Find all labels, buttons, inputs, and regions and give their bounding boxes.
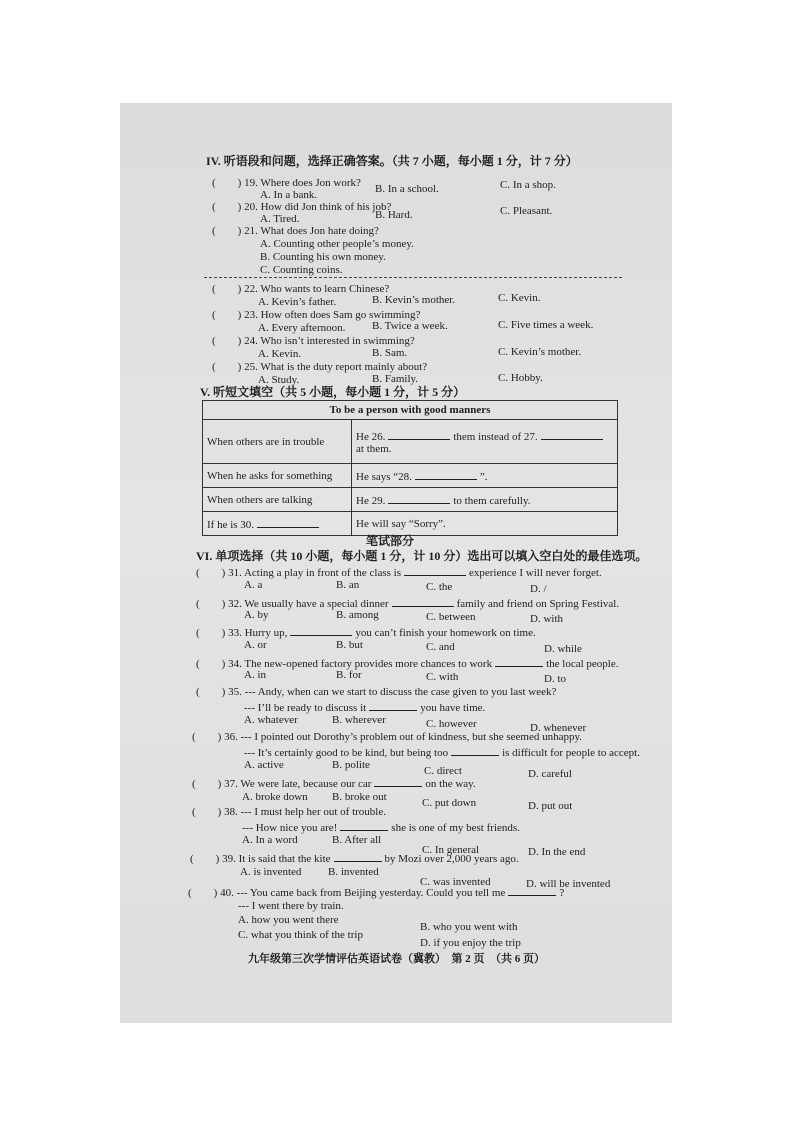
q39-stem: ( ) 39. It is said that the kite by Mozi over 2,000 years ago. [190,853,519,865]
blank-40[interactable] [508,885,556,896]
q34-option-a: A. in [244,669,266,681]
q37-option-b: B. broke out [332,791,387,803]
exam-content [120,103,672,1023]
q20-stem: ( ) 20. How did Jon think of his job? [212,201,392,213]
dashed-divider [204,277,622,278]
q32-option-b: B. among [336,609,379,621]
q22-option-a: A. Kevin’s father. [258,296,337,308]
q24-option-c: C. Kevin’s mother. [498,346,582,358]
q35-stem: ( ) 35. --- Andy, when can we start to discuss the case given to you last week? [196,686,557,698]
q37-option-d: D. put out [528,800,573,812]
table-r2-action [352,464,618,488]
q20-option-c: C. Pleasant. [500,205,553,217]
q32-stem: ( ) 32. We usually have a special dinner family and friend on Spring Festival. [196,598,620,610]
q24-option-a: A. Kevin. [258,348,302,360]
section-5-title: V. 听短文填空（共 5 小题，每小题 1 分，计 5 分） [200,385,466,399]
blank-38[interactable] [340,820,388,831]
q21-option-b: B. Counting his own money. [260,251,386,263]
q40-option-a: A. how you went there [238,914,339,926]
table-r3-situation: When others are talking [203,488,352,512]
table-r1-end: at them. [356,442,392,455]
q24-stem: ( ) 24. Who isn’t interested in swimming? [212,335,415,347]
page-footer: 九年级第三次学情评估英语试卷（冀教） 第 2 页 （共 6 页） [248,953,545,965]
q35-option-c: C. however [426,718,477,730]
q37-stem: ( ) 37. We were late, because our car on the way. [192,778,476,790]
table-r4-action: He will say “Sorry”. [352,512,618,536]
table-r1-action [352,420,618,464]
q38-option-d: D. In the end [528,846,586,858]
blank-32[interactable] [392,596,454,607]
q36-option-d: D. careful [528,768,572,780]
q33-option-c: C. and [426,641,455,653]
q31-option-d: D. / [530,583,547,595]
q35-option-d: D. whenever [530,722,587,734]
table-r1-mid: them instead of 27. [453,430,538,443]
q39-option-d: D. will be invented [526,878,611,890]
q25-option-c: C. Hobby. [498,372,543,384]
q19-option-c: C. In a shop. [500,179,556,191]
table-r3-action [352,488,618,512]
blank-31[interactable] [404,565,466,576]
q35-option-a: A. whatever [244,714,298,726]
q23-option-a: A. Every afternoon. [258,322,346,334]
blank-27[interactable] [541,429,603,440]
q19-option-a: A. In a bank. [260,189,318,201]
q25-option-a: A. Study. [258,374,300,386]
table-r1-situation: When others are in trouble [203,420,352,464]
q36-stem: ( ) 36. --- I pointed out Dorothy’s problem out of kindness, but she seemed unhappy. [192,731,583,743]
q23-option-c: C. Five times a week. [498,319,594,331]
q40-option-c: C. what you think of the trip [238,929,363,941]
q32-option-c: C. between [426,611,476,623]
table-r3-end: to them carefully. [453,494,531,507]
exam-page-photo [120,103,672,1023]
q36-option-b: B. polite [332,759,370,771]
blank-35[interactable] [369,700,417,711]
q23-option-b: B. Twice a week. [372,320,448,332]
blank-33[interactable] [290,625,352,636]
section-6-title: VI. 单项选择（共 10 小题，每小题 1 分，计 10 分）选出可以填入空白处的最佳选项。 [196,549,648,563]
q36-option-c: C. direct [424,765,462,777]
blank-36[interactable] [451,745,499,756]
table-r2-situation: When he asks for something [203,464,352,488]
table-r2-pre: He says “28. [356,470,412,483]
q33-option-b: B. but [336,639,363,651]
q20-option-b: B. Hard. [375,209,413,221]
table-r2-end: ”. [479,470,488,483]
q24-option-b: B. Sam. [372,347,408,359]
table-r4-pre: If he is 30. [207,518,255,531]
q19-option-b: B. In a school. [375,183,439,195]
section-4-title: IV. 听语段和问题，选择正确答案。（共 7 小题，每小题 1 分，计 7 分） [206,154,578,168]
table-r3-pre: He 29. [356,494,386,507]
blank-26[interactable] [388,429,450,440]
q32-option-d: D. with [530,613,563,625]
q40-stem: ( ) 40. --- You came back from Beijing yesterday. Could you tell me ? [188,887,565,899]
q31-option-c: C. the [426,581,453,593]
q35-reply: --- I’ll be ready to discuss it you have time. [244,702,486,714]
q33-stem: ( ) 33. Hurry up, you can’t finish your homework on time. [196,627,536,639]
q37-option-a: A. broke down [242,791,308,803]
q32-option-a: A. by [244,609,269,621]
q39-option-b: B. invented [328,866,379,878]
q38-stem: ( ) 38. --- I must help her out of trouble. [192,806,386,818]
q21-option-c: C. Counting coins. [260,264,343,276]
q40-reply: --- I went there by train. [238,900,344,912]
q34-option-b: B. for [336,669,362,681]
q39-option-a: A. is invented [240,866,302,878]
q38-reply: --- How nice you are! she is one of my best friends. [242,822,520,834]
q40-option-d: D. if you enjoy the trip [420,937,521,949]
q19-stem: ( ) 19. Where does Jon work? [212,177,361,189]
q34-option-c: C. with [426,671,459,683]
q22-option-c: C. Kevin. [498,292,541,304]
q23-stem: ( ) 23. How often does Sam go swimming? [212,309,421,321]
table-r4-situation [203,512,352,536]
q21-stem: ( ) 21. What does Jon hate doing? [212,225,379,237]
q20-option-a: A. Tired. [260,213,300,225]
q34-stem: ( ) 34. The new-opened factory provides more chances to work the local people. [196,658,619,670]
q25-stem: ( ) 25. What is the duty report mainly about? [212,361,428,373]
q31-stem: ( ) 31. Acting a play in front of the class is experience I will never forget. [196,567,602,579]
q33-option-d: D. while [544,643,582,655]
q21-option-a: A. Counting other people’s money. [260,238,414,250]
q31-option-b: B. an [336,579,360,591]
table-header: To be a person with good manners [203,401,618,420]
blank-39[interactable] [334,851,382,862]
q38-option-b: B. After all [332,834,382,846]
q35-option-b: B. wherever [332,714,386,726]
blank-30[interactable] [257,517,319,528]
table-r1-pre: He 26. [356,430,386,443]
q36-reply: --- It’s certainly good to be kind, but being too is difficult for people to accept. [244,747,640,759]
q37-option-c: C. put down [422,797,477,809]
q34-option-d: D. to [544,673,566,685]
blank-28[interactable] [415,469,477,480]
q40-option-b: B. who you went with [420,921,518,933]
q36-option-a: A. active [244,759,284,771]
manners-table [202,400,618,536]
q22-option-b: B. Kevin’s mother. [372,294,456,306]
q39-option-c: C. was invented [420,876,491,888]
blank-34[interactable] [495,656,543,667]
q22-stem: ( ) 22. Who wants to learn Chinese? [212,283,390,295]
q33-option-a: A. or [244,639,267,651]
written-part-title: 笔试部分 [366,534,415,548]
blank-37[interactable] [374,776,422,787]
q31-option-a: A. a [244,579,263,591]
q25-option-b: B. Family. [372,373,419,385]
blank-29[interactable] [388,493,450,504]
q38-option-c: C. In general [422,844,480,856]
q38-option-a: A. In a word [242,834,298,846]
